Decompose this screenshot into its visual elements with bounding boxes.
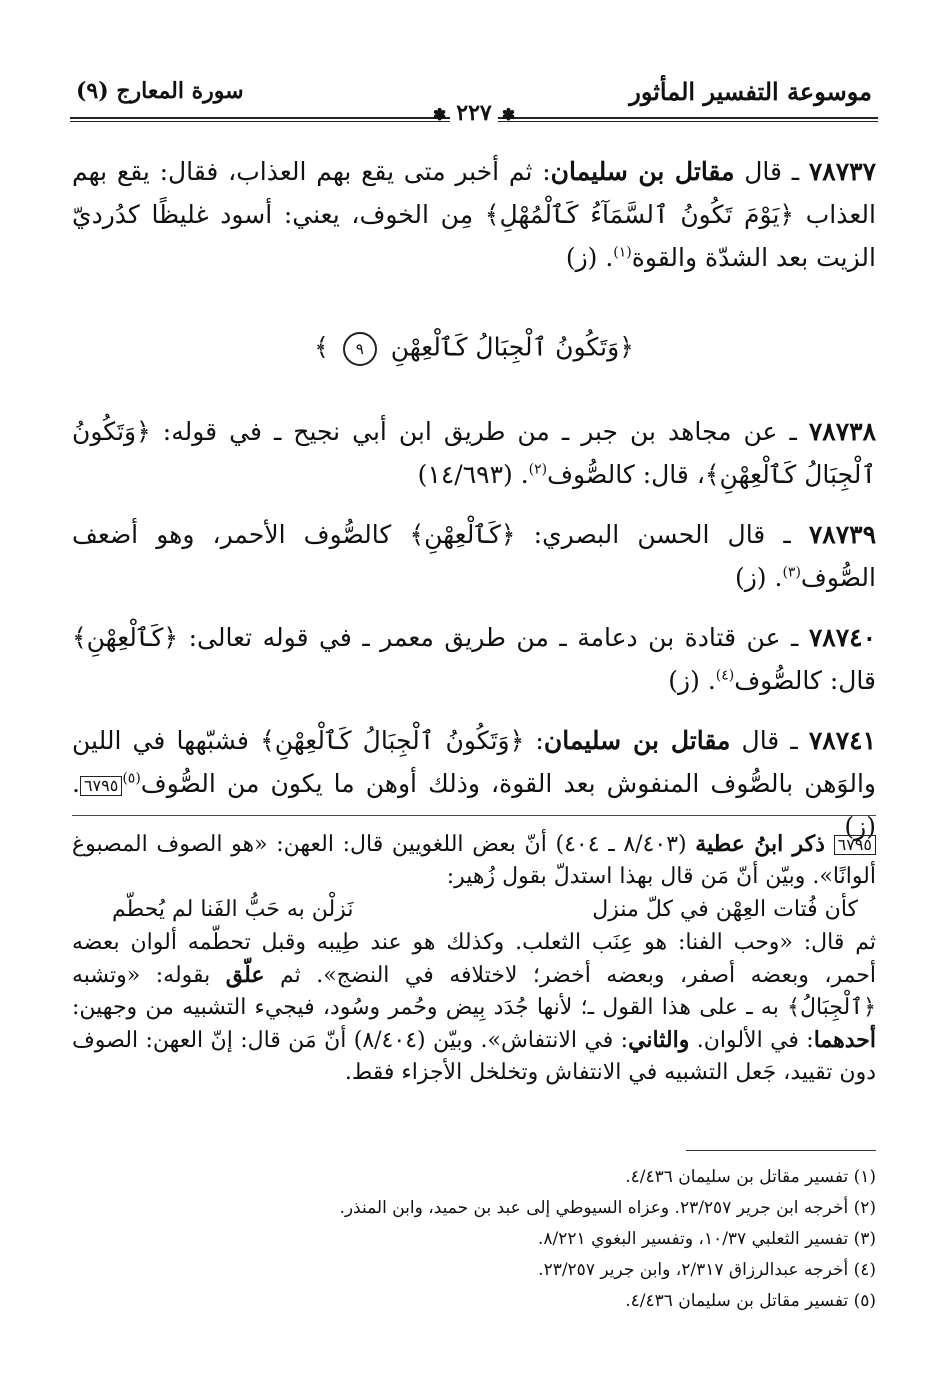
footnotes: [72, 1162, 876, 1317]
footnote: (٢) أخرجه ابن جرير ٢٣/٢٥٧. وعزاه السيوطي إلى عبد بن حميد، وابن المنذر.: [339, 1198, 876, 1218]
commentary-paragraph: ٦٧٩٥ ذكر ابنُ عطية (٨/٤٠٣ ـ ٤٠٤) أنّ بعض اللغويين قال: العهن: «هو الصوف المصبوغ ألوانًا». وبيّن أنّ مَن قال بهذا استدلّ بقول زُهير:: [72, 831, 876, 889]
narration-entry: ٧٨٧٤٠ ـ عن قتادة بن دعامة ـ من طريق معمر ـ في قوله تعالى: ﴿كَٱلْعِهْنِ﴾ قال: كالصُّوف$^{(٤)}$. (ز): [72, 623, 876, 695]
footnote: (٥) تفسير مقاتل بن سليمان ٤/٤٣٦.: [625, 1291, 876, 1311]
commentary-separator: [72, 815, 876, 816]
poem-verse: [72, 893, 876, 927]
narration-entry: ٧٨٧٣٨ ـ عن مجاهد بن جبر ـ من طريق ابن أبي نجيح ـ في قوله: ﴿وَتَكُونُ ٱلْجِبَالُ كَٱلْعِهْنِ﴾، قال: كالصُّوف$^{(٢)}$. (١٤/٦٩٣): [72, 417, 876, 489]
verse-heading: ﴿وَتَكُونُ ٱلْجِبَالُ كَٱلْعِهْنِ ٩ ﴾: [0, 332, 948, 366]
commentary-paragraph: ثم قال: «وحب الفنا: هو عِنَب الثعلب. وكذلك هو عند طِيبه وقبل تحطّمه ألوان بعضه أحمر، وبعضه أصفر، وبعضه أخضر؛ لاختلافه في النضج». ثم علّق بقوله: «وتشبه ﴿ٱلْجِبَالُ﴾ به ـ على هذا القول ـ؛ لأنها جُدَد بِيض وحُمر وسُود، فيجيء التشبيه من وجهين: أحدهما: في الألوان. والثاني: في الانتفاش». وبيّن (٨/٤٠٤) أنّ مَن قال: إنّ العهن: الصوف دون تقييد، جَعل التشبيه في الانتفاش وتخلخل الأجزاء فقط.: [72, 930, 877, 1085]
page-number: ٢٢٧: [450, 100, 497, 126]
ornament-icon: ✽: [432, 105, 447, 124]
footnote: (٤) أخرجه عبدالرزاق ٢/٣١٧، وابن جرير ٢٣/٢٥٧.: [538, 1260, 876, 1280]
surah-label: سورة المعارج (٩): [76, 78, 244, 104]
ornament-icon: ✽: [501, 105, 516, 124]
entries-top: [72, 150, 876, 279]
poem-hemistich-left: نَزلْن به حَبُّ الفَنا لم يُحطّم: [112, 897, 354, 922]
entries: [72, 410, 876, 848]
ayah-number-badge: ٩: [343, 332, 377, 366]
verse-text: ﴿وَتَكُونُ ٱلْجِبَالُ كَٱلْعِهْنِ: [390, 332, 634, 362]
svg-text:موسوعة التفسير المأثور: موسوعة التفسير المأثور: [629, 77, 872, 106]
poem-hemistich-right: كأن فُتات العِهْن في كلّ منزل: [592, 897, 858, 922]
narration-entry: ٧٨٧٣٩ ـ قال الحسن البصري: ﴿كَٱلْعِهْنِ﴾ كالصُّوف الأحمر، وهو أضعف الصُّوف$^{(٣)}$. (ز): [72, 520, 876, 592]
page-number-block: [0, 100, 948, 126]
commentary-note: [72, 828, 876, 1089]
footnote: (١) تفسير مقاتل بن سليمان ٤/٤٣٦.: [625, 1167, 876, 1187]
narration-entry: ٧٨٧٤١ ـ قال مقاتل بن سليمان: ﴿وَتَكُونُ ٱلْجِبَالُ كَٱلْعِهْنِ﴾ فشبّهها في اللين والوَهن بالصُّوف المنفوش بعد القوة، وذلك أوهن ما يكون من الصُّوف$^{(٥)}$٦٧٩٥. (ز): [72, 726, 877, 841]
footnote-separator: [686, 1150, 876, 1151]
footnote: (٣) تفسير الثعلبي ١٠/٣٧، وتفسير البغوي ٨/٢٢١.: [538, 1229, 876, 1249]
narration-entry: ٧٨٧٣٧ ـ قال مقاتل بن سليمان: ثم أخبر متى يقع بهم العذاب، فقال: يقع بهم العذاب ﴿يَوْمَ تَكُونُ ٱلسَّمَآءُ كَٱلْمُهْلِ﴾ مِن الخوف، يعني: أسود غليظًا كدُرديّ الزيت بعد الشدّة والقوة$^{(١)}$. (ز): [72, 157, 876, 272]
